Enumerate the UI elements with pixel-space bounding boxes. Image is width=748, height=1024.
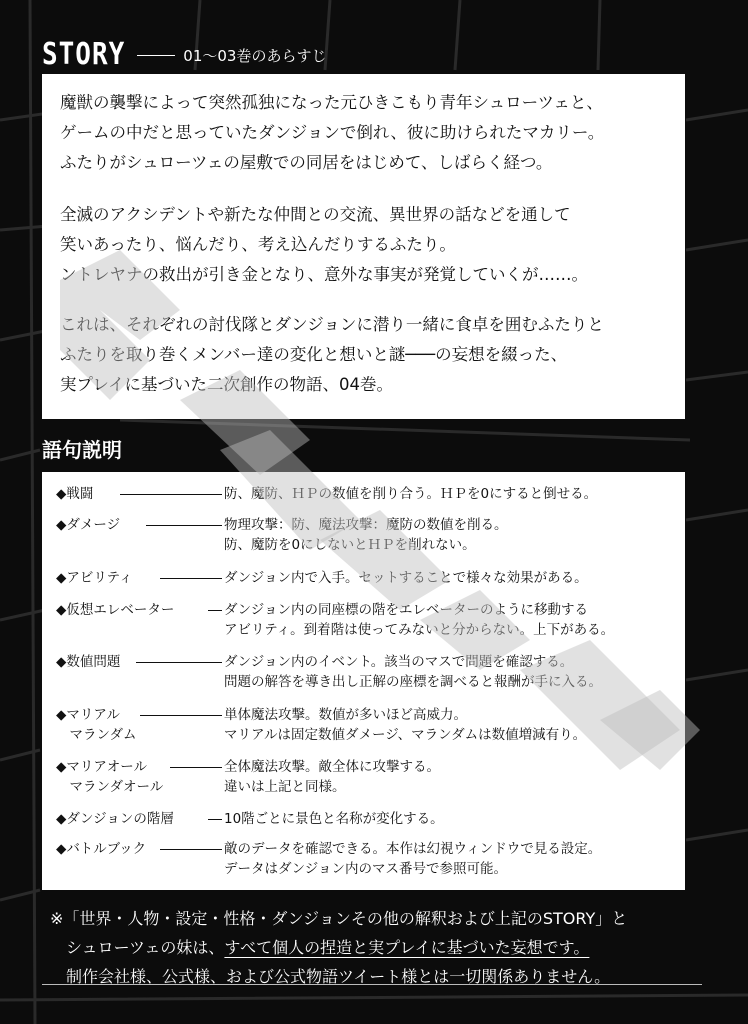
terms-heading: 語句説明 (42, 438, 122, 462)
leader-line (160, 578, 222, 579)
disclaimer-line-2 (66, 933, 589, 963)
bottom-rule (42, 984, 702, 985)
leader-line (208, 610, 222, 611)
term-description: ダンジョン内で入手。セットすることで様々な効果がある。 (224, 570, 588, 586)
term-description: 物理攻撃：防、魔法攻撃：魔防の数値を削る。 防、魔防を0にしないとＨＰを削れない。 (224, 517, 508, 553)
story-paragraph-2: 全滅のアクシデントや新たな仲間との交流、異世界の話などを通して 笑いあったり、悩んだり、考え込んだりするふたり。 ントレヤナの救出が引き金となり、意外な事実が発覚していくが……。 (60, 205, 588, 284)
story-paragraph-3: これは、それぞれの討伐隊とダンジョンに潜り一緒に食卓を囲むふたりと ふたりを取り巻くメンバー達の変化と想いと謎───の妄想を綴った、 実プレイに基づいた二次創作の物語、04巻。 (60, 315, 604, 394)
term-description: ダンジョン内のイベント。該当のマスで問題を確認する。 問題の解答を導き出し正解の座標を調べると報酬が手に入る。 (224, 654, 602, 690)
disclaimer-line-2-plain: シュローツェの妹は、 (66, 938, 225, 957)
leader-line (136, 662, 222, 663)
term-description: 単体魔法攻撃。数値が多いほど高威力。 マリアルは固定数値ダメージ、マランダムは数値増減有り。 (224, 707, 587, 743)
term-name: ◆バトルブック (56, 841, 147, 857)
term-description: 防、魔防、ＨＰの数値を削り合う。ＨＰを0にすると倒せる。 (224, 486, 598, 502)
story-paragraph-1: 魔獣の襲撃によって突然孤独になった元ひきこもり青年シュローツェと、 ゲームの中だと思っていたダンジョンで倒れ、彼に助けられたマカリー。 ふたりがシュローツェの屋敷での同居をはじめて、しばらく経つ。 (60, 93, 605, 172)
disclaimer-line-1: ※「世界・人物・設定・性格・ダンジョンその他の解釈および上記のSTORY」と (50, 909, 628, 928)
story-header (42, 38, 326, 72)
term-description: 敵のデータを確認できる。本作は幻視ウィンドウで見る設定。 データはダンジョン内のマス番号で参照可能。 (224, 841, 602, 877)
story-box (42, 74, 685, 419)
term-name: ◆仮想エレベーター (56, 602, 175, 618)
term-description: 10階ごとに景色と名称が変化する。 (224, 811, 444, 827)
leader-line (140, 715, 222, 716)
term-name: ◆数値問題 (56, 654, 121, 670)
term-name: ◆マリアオール マランダオール (56, 759, 164, 795)
story-title: STORY (42, 37, 126, 73)
disclaimer-line-2-underlined: すべて個人の捏造と実プレイに基づいた妄想です。 (224, 938, 590, 957)
term-name: ◆アビリティ (56, 570, 133, 586)
leader-line (208, 819, 222, 820)
term-name: ◆戦闘 (56, 486, 94, 502)
term-name: ◆ダメージ (56, 517, 121, 533)
leader-line (160, 849, 222, 850)
leader-line (120, 494, 222, 495)
term-name: ◆マリアル マランダム (56, 707, 137, 743)
story-subtitle: 01～03巻のあらすじ (137, 45, 326, 66)
terms-box (42, 472, 685, 890)
term-name: ◆ダンジョンの階層 (56, 811, 174, 827)
disclaimer-line-3: 制作会社様、公式様、および公式物語ツイート様とは一切関係ありません。 (66, 967, 611, 986)
term-description: ダンジョン内の同座標の階をエレベーターのように移動する アビリティ。到着階は使ってみないと分からない。上下がある。 (224, 602, 615, 638)
leader-line (146, 525, 222, 526)
term-description: 全体魔法攻撃。敵全体に攻撃する。 違いは上記と同様。 (224, 759, 440, 795)
leader-line (170, 767, 222, 768)
